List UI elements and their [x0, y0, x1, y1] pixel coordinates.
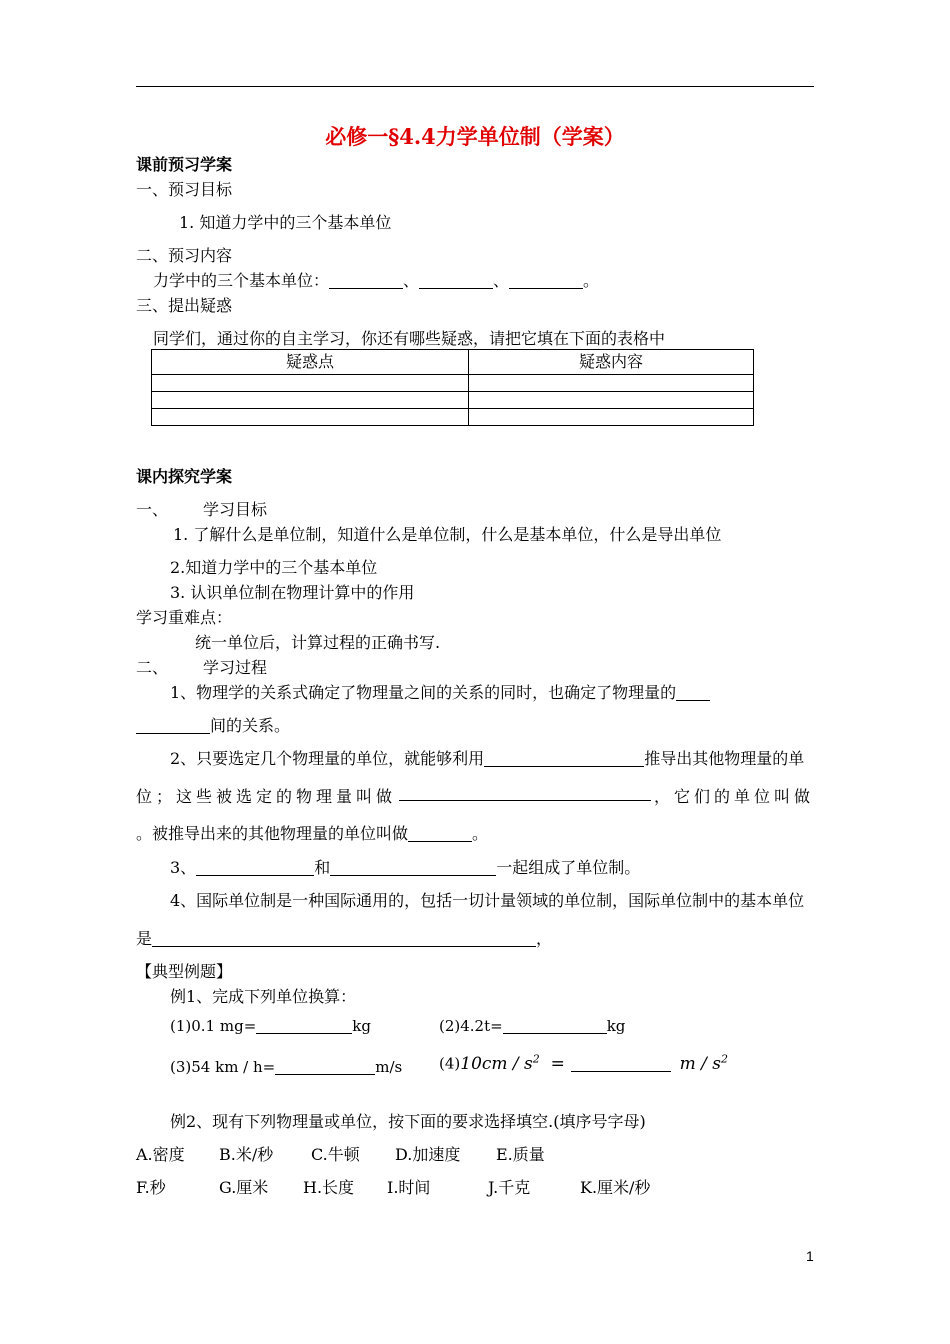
option-f: F.秒 [136, 1178, 166, 1197]
answer-blank[interactable] [676, 684, 710, 701]
conversion-1-unit: kg [352, 1017, 371, 1035]
pre-goal-1: 1. 知道力学中的三个基本单位 [179, 213, 392, 232]
question-1-text: 1、物理学的关系式确定了物理量之间的关系的同时，也确定了物理量的 [170, 683, 677, 702]
answer-blank[interactable] [136, 717, 210, 734]
key-text: 统一单位后，计算过程的正确书写. [195, 633, 441, 652]
answer-blank[interactable] [419, 272, 493, 289]
option-g: G.厘米 [219, 1178, 269, 1197]
separator: 、 [403, 271, 420, 290]
conversion-2-text: (2)4.2t= [439, 1017, 503, 1035]
conversion-4-equals: = [550, 1053, 565, 1074]
question-4-line1: 4、国际单位制是一种国际通用的，包括一切计量领域的单位制，国际单位制中的基本单位 [170, 891, 805, 910]
option-h: H.长度 [303, 1178, 355, 1197]
inclass-goal-3: 3. 认识单位制在物理计算中的作用 [170, 583, 415, 602]
conversion-3-text: (3)54 km / h= [170, 1058, 276, 1076]
doubt-table [151, 349, 754, 426]
answer-blank[interactable] [330, 859, 496, 876]
question-4-end: ， [536, 929, 553, 948]
answer-blank[interactable] [484, 750, 644, 767]
table-cell[interactable] [152, 375, 469, 392]
answer-blank[interactable] [275, 1059, 375, 1075]
answer-blank[interactable] [571, 1056, 671, 1072]
option-e: E.质量 [496, 1145, 545, 1164]
answer-blank[interactable] [196, 859, 314, 876]
answer-blank[interactable] [503, 1018, 607, 1034]
question-3-num: 3、 [170, 858, 197, 877]
question-2-end: 。 [472, 824, 489, 843]
table-row [152, 375, 754, 392]
conversion-1-text: (1)0.1 mg= [170, 1017, 257, 1035]
conversion-4-expr: $10cm / s^2$ [460, 1052, 540, 1074]
question-1-line1 [170, 680, 710, 703]
table-cell[interactable] [469, 409, 754, 426]
answer-blank[interactable] [256, 1018, 352, 1034]
question-3-and: 和 [314, 858, 331, 877]
table-header-content: 疑惑内容 [469, 350, 754, 375]
question-1-tail: 间的关系。 [210, 716, 291, 735]
option-a: A.密度 [136, 1145, 185, 1164]
answer-blank[interactable] [329, 272, 403, 289]
question-2-text: 2、只要选定几个物理量的单位，就能够利用 [170, 749, 485, 768]
answer-blank[interactable] [152, 930, 536, 947]
conversion-1 [170, 1017, 371, 1035]
process-num: 二、 [136, 658, 169, 677]
option-k: K.厘米/秒 [580, 1178, 651, 1197]
pre-doubt-intro: 同学们，通过你的自主学习，你还有哪些疑惑，请把它填在下面的表格中 [153, 329, 666, 348]
table-cell[interactable] [152, 409, 469, 426]
conversion-3-unit: m/s [375, 1058, 403, 1076]
question-2-text: ，它们的单位叫做 [653, 787, 814, 806]
conversion-4 [439, 1052, 728, 1074]
question-1-line2 [136, 713, 290, 736]
question-2-line2 [136, 784, 814, 807]
inclass-goal-1: 1. 了解什么是单位制，知道什么是单位制，什么是基本单位，什么是导出单位 [173, 525, 722, 544]
pre-content-heading: 二、预习内容 [136, 246, 233, 265]
separator: 、 [493, 271, 510, 290]
answer-blank[interactable] [509, 272, 583, 289]
question-2-text: 。被推导出来的其他物理量的单位叫做 [136, 824, 409, 843]
question-4-line2 [136, 926, 552, 949]
conversion-2 [439, 1017, 625, 1035]
inclass-heading: 课内探究学案 [136, 467, 233, 486]
table-cell[interactable] [152, 392, 469, 409]
table-row [152, 409, 754, 426]
option-j: J.千克 [488, 1178, 531, 1197]
question-2-line1 [170, 746, 804, 769]
question-2-text: 推导出其他物理量的单 [644, 749, 805, 768]
key-heading: 学习重难点： [136, 608, 233, 627]
question-3-text: 一起组成了单位制。 [496, 858, 641, 877]
conversion-2-unit: kg [606, 1017, 626, 1035]
option-c: C.牛顿 [311, 1145, 360, 1164]
pre-content-line [153, 268, 599, 291]
example-1: 例1、完成下列单位换算： [170, 987, 357, 1006]
conversion-4-num: (4) [439, 1054, 461, 1073]
header-rule [136, 86, 814, 87]
table-header-point: 疑惑点 [152, 350, 469, 375]
question-4-text: 是 [136, 929, 153, 948]
page-number: 1 [806, 1248, 814, 1264]
pre-content-text: 力学中的三个基本单位： [153, 271, 330, 290]
option-d: D.加速度 [395, 1145, 461, 1164]
pre-goal-heading: 一、预习目标 [136, 180, 233, 199]
answer-blank[interactable] [399, 784, 651, 801]
conversion-4-unit-text: m / s [679, 1053, 721, 1074]
question-3 [170, 855, 640, 878]
conversion-4-unit: m / $s^2$ [679, 1052, 728, 1074]
examples-heading: 【典型例题】 [136, 962, 233, 981]
conversion-4-expr-text: 10cm / s [460, 1053, 533, 1074]
option-b: B.米/秒 [219, 1145, 274, 1164]
end-mark: 。 [583, 271, 600, 290]
conversion-3 [170, 1058, 402, 1076]
table-cell[interactable] [469, 375, 754, 392]
page-title: 必修一§4.4力学单位制（学案） [325, 124, 625, 149]
process-heading: 学习过程 [203, 658, 268, 677]
question-2-text: 位；这些被选定的物理量叫做 [136, 787, 397, 806]
inclass-goal-heading: 学习目标 [203, 500, 268, 519]
example-2: 例2、现有下列物理量或单位，按下面的要求选择填空.(填序号字母) [170, 1112, 646, 1131]
option-i: I.时间 [387, 1178, 431, 1197]
table-cell[interactable] [469, 392, 754, 409]
pre-doubt-heading: 三、提出疑惑 [136, 296, 233, 315]
question-2-line3 [136, 821, 488, 844]
inclass-goal-2: 2.知道力学中的三个基本单位 [170, 558, 378, 577]
pre-heading: 课前预习学案 [136, 155, 233, 174]
table-row [152, 392, 754, 409]
answer-blank[interactable] [408, 825, 472, 842]
inclass-goal-num: 一、 [136, 500, 169, 519]
